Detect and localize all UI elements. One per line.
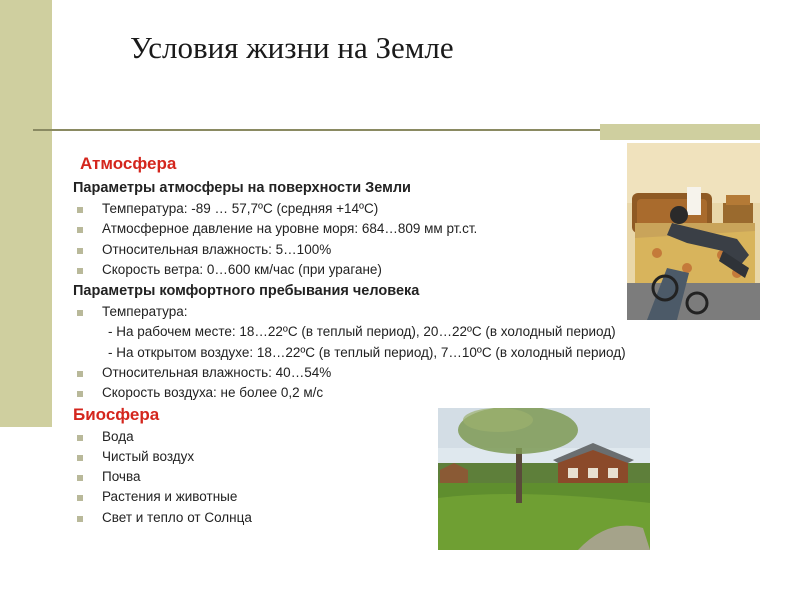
- list-item-sub: - На рабочем месте: 18…22ºС (в теплый период), 20…22ºС (в холодный период): [108, 324, 616, 339]
- divider-accent-block: [600, 124, 760, 140]
- atmosphere-heading: Атмосфера: [80, 154, 177, 173]
- person-resting-on-bed-photo: [627, 143, 760, 320]
- list-item: Атмосферное давление на уровне моря: 684…809 мм рт.ст.: [102, 221, 478, 236]
- bullet-icon: [77, 516, 83, 522]
- bullet-icon: [77, 207, 83, 213]
- slide-title: Условия жизни на Земле: [130, 30, 454, 65]
- list-item: Относительная влажность: 5…100%: [102, 242, 332, 257]
- bullet-icon: [77, 248, 83, 254]
- list-item: Относительная влажность: 40…54%: [102, 365, 332, 380]
- list-item: Температура:: [102, 304, 188, 319]
- bullet-icon: [77, 371, 83, 377]
- list-item: Вода: [102, 429, 134, 444]
- list-item: Почва: [102, 469, 141, 484]
- left-decor-bar: [0, 0, 52, 427]
- surface-params-heading: Параметры атмосферы на поверхности Земли: [73, 180, 411, 196]
- list-item: Свет и тепло от Солнца: [102, 510, 252, 525]
- country-house-landscape-photo: [438, 408, 650, 550]
- bullet-icon: [77, 310, 83, 316]
- bullet-icon: [77, 455, 83, 461]
- bullet-icon: [77, 495, 83, 501]
- list-item-sub: - На открытом воздухе: 18…22ºС (в теплый период), 7…10ºС (в холодный период): [108, 345, 626, 360]
- list-item: Скорость воздуха: не более 0,2 м/с: [102, 385, 324, 400]
- list-item: Температура: -89 … 57,7ºС (средняя +14ºС): [102, 201, 379, 216]
- bullet-icon: [77, 227, 83, 233]
- bullet-icon: [77, 475, 83, 481]
- list-item: Растения и животные: [102, 489, 238, 504]
- biosphere-heading: Биосфера: [73, 405, 160, 424]
- bullet-icon: [77, 268, 83, 274]
- comfort-params-heading: Параметры комфортного пребывания человека: [73, 283, 420, 299]
- bullet-icon: [77, 435, 83, 441]
- list-item: Скорость ветра: 0…600 км/час (при урагане): [102, 262, 382, 277]
- list-item: Чистый воздух: [102, 449, 195, 464]
- bullet-icon: [77, 391, 83, 397]
